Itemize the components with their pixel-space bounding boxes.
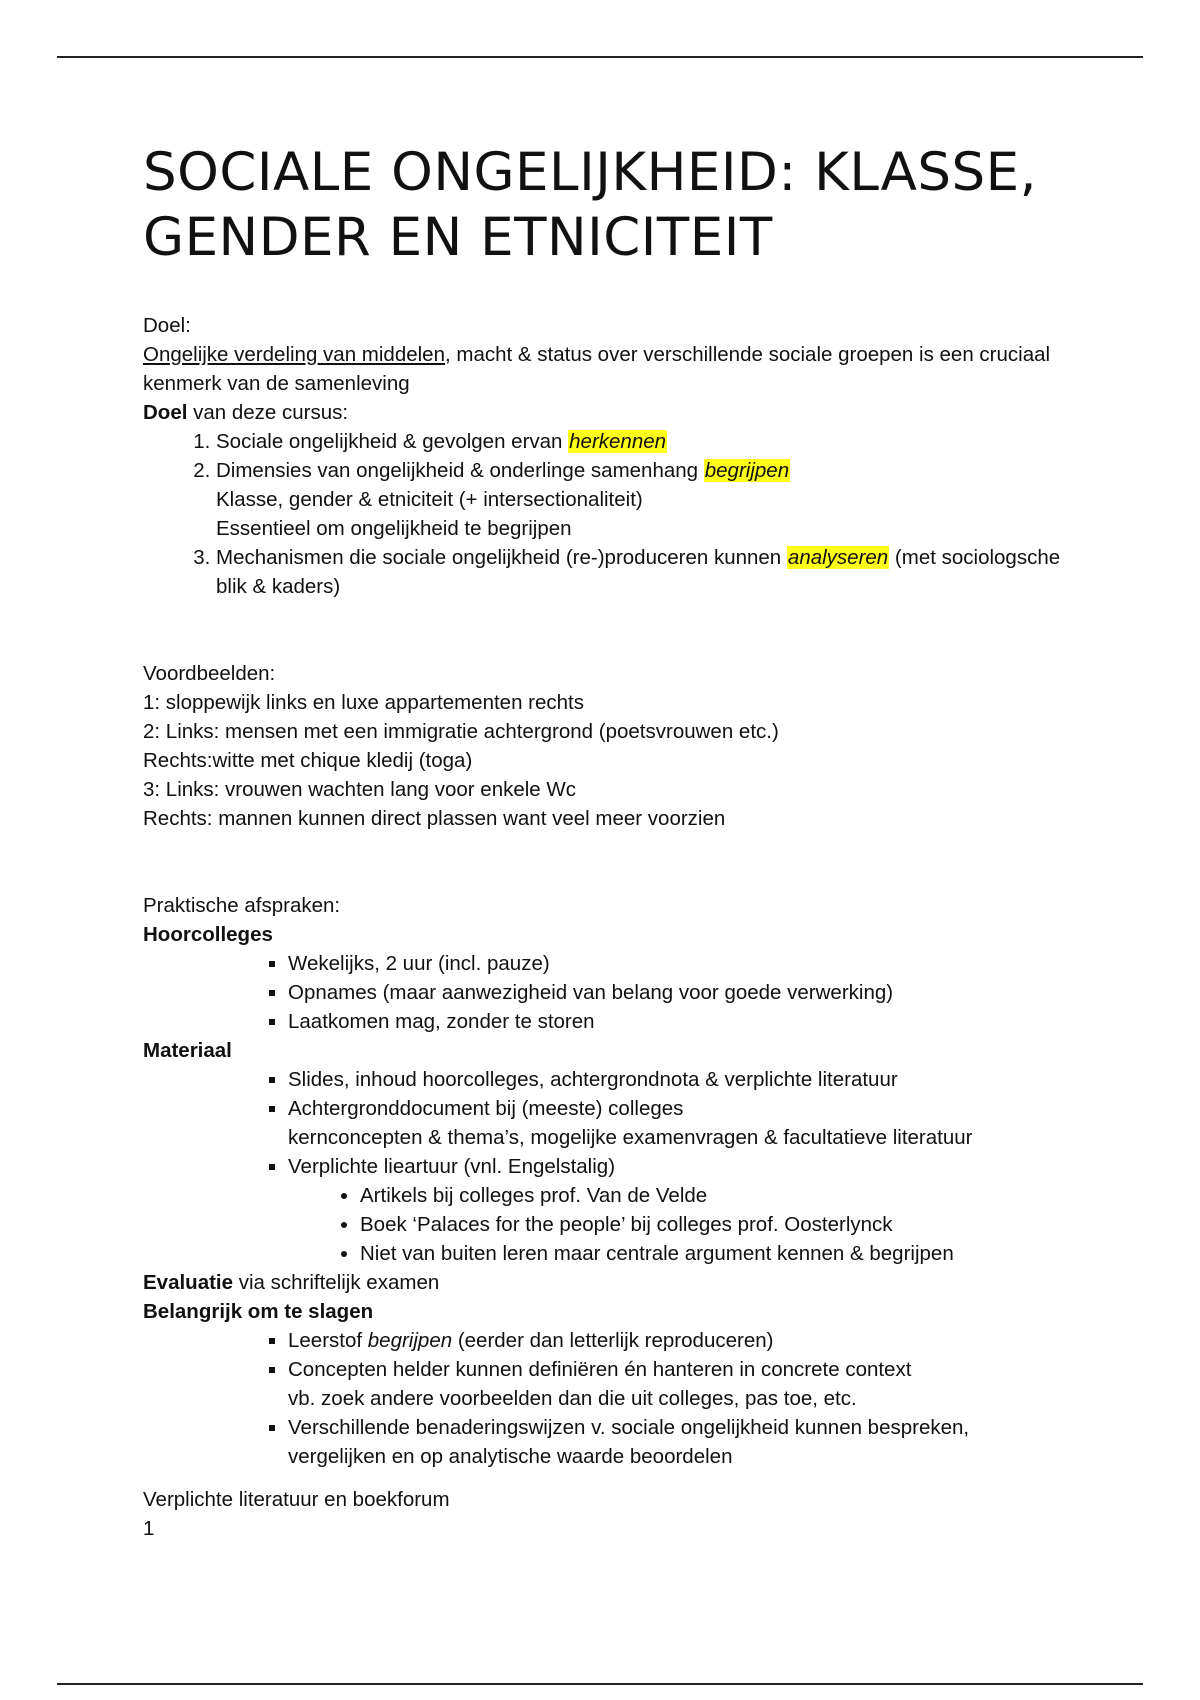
list-item: ▪ Concepten helder kunnen definiëren én hanteren in concrete context vb. zoek andere voorbeelden dan die uit colleges, pas toe, etc.: [288, 1355, 1063, 1413]
evaluatie-line: Evaluatie via schriftelijk examen: [143, 1271, 440, 1294]
list-item: • Boek ‘Palaces for the people’ bij colleges prof. Oosterlynck: [360, 1210, 1063, 1239]
list-item: ▪ Wekelijks, 2 uur (incl. pauze): [288, 949, 1063, 978]
top-rule: [57, 56, 1143, 58]
page-number: 1: [143, 1517, 155, 1540]
list-item: 2. Dimensies van ongelijkheid & onderlinge samenhang begrijpen Klasse, gender & etniciteit (+ intersectionaliteit) Essentieel om ongelijkheid te begrijpen: [216, 456, 1063, 543]
highlight: analyseren: [787, 546, 889, 569]
bottom-rule: [57, 1683, 1143, 1685]
materiaal-list: [143, 1065, 1063, 1268]
voorbeeld-line: 3: Links: vrouwen wachten lang voor enkele Wc: [143, 778, 577, 801]
list-item: ▪ Leerstof begrijpen (eerder dan letterlijk reproduceren): [288, 1326, 1063, 1355]
list-item: • Artikels bij colleges prof. Van de Velde: [360, 1181, 1063, 1210]
list-item: 1. Sociale ongelijkheid & gevolgen ervan herkennen: [216, 427, 1063, 456]
list-item: ▪ Slides, inhoud hoorcolleges, achtergrondnota & verplichte literatuur: [288, 1065, 1063, 1094]
slagen-list: [143, 1326, 1063, 1471]
list-item: ▪ Opnames (maar aanwezigheid van belang voor goede verwerking): [288, 978, 1063, 1007]
doel-label: Doel:: [143, 314, 191, 337]
afspraken-label: Praktische afspraken:: [143, 894, 341, 917]
voorbeeld-line: 1: sloppewijk links en luxe appartementen rechts: [143, 691, 584, 714]
document-title: SOCIALE ONGELIJKHEID: KLASSE, GENDER EN ETNICITEIT: [143, 142, 1037, 268]
slagen-heading: Belangrijk om te slagen: [143, 1300, 374, 1323]
section-heading: Verplichte literatuur en boekforum: [143, 1488, 450, 1511]
voorbeelden-label: Voordbeelden:: [143, 662, 276, 685]
course-goal-bold: Doel: [143, 401, 188, 424]
materiaal-heading: Materiaal: [143, 1039, 232, 1062]
doel-rest: , macht & status over verschillende sociale groepen is een cruciaal kenmerk van de samenleving: [143, 343, 1051, 395]
list-item: ▪ Verplichte lieartuur (vnl. Engelstalig) • Artikels bij colleges prof. Van de Velde • Boek ‘Palaces for the people’ bij colleges prof. Oosterlynck • Niet van buiten leren maar centrale argument kennen & begrijpen: [288, 1152, 1063, 1268]
list-item: • Niet van buiten leren maar centrale argument kennen & begrijpen: [360, 1239, 1063, 1268]
literatuur-sublist: [288, 1181, 1063, 1268]
goals-list: [143, 427, 1063, 601]
doel-statement: [143, 340, 1063, 398]
document-body: [143, 311, 1063, 1543]
doel-underlined: Ongelijke verdeling van middelen: [143, 343, 445, 366]
voorbeeld-line: Rechts: mannen kunnen direct plassen want veel meer voorzien: [143, 807, 726, 830]
voorbeeld-line: 2: Links: mensen met een immigratie achtergrond (poetsvrouwen etc.): [143, 720, 779, 743]
list-item: 3. Mechanismen die sociale ongelijkheid (re-)produceren kunnen analyseren (met sociologsche blik & kaders): [216, 543, 1063, 601]
voorbeeld-line: Rechts:witte met chique kledij (toga): [143, 749, 473, 772]
list-item: ▪ Laatkomen mag, zonder te storen: [288, 1007, 1063, 1036]
hoorcolleges-list: [143, 949, 1063, 1036]
course-goal-heading: Doel van deze cursus:: [143, 401, 349, 424]
highlight: begrijpen: [704, 459, 790, 482]
slagen-sub-line: vb. zoek andere voorbeelden dan die uit colleges, pas toe, etc.: [288, 1387, 857, 1410]
goal-sub-line: Essentieel om ongelijkheid te begrijpen: [216, 517, 572, 540]
goal-sub-line: Klasse, gender & etniciteit (+ intersectionaliteit): [216, 488, 643, 511]
hoorcolleges-heading: Hoorcolleges: [143, 923, 273, 946]
list-item: ▪ Verschillende benaderingswijzen v. sociale ongelijkheid kunnen bespreken, vergelijken en op analytische waarde beoordelen: [288, 1413, 1063, 1471]
materiaal-sub-line: kernconcepten & thema’s, mogelijke examenvragen & facultatieve literatuur: [288, 1126, 973, 1149]
list-item: ▪ Achtergronddocument bij (meeste) colleges kernconcepten & thema’s, mogelijke examenvragen & facultatieve literatuur: [288, 1094, 1063, 1152]
highlight: herkennen: [569, 430, 667, 453]
